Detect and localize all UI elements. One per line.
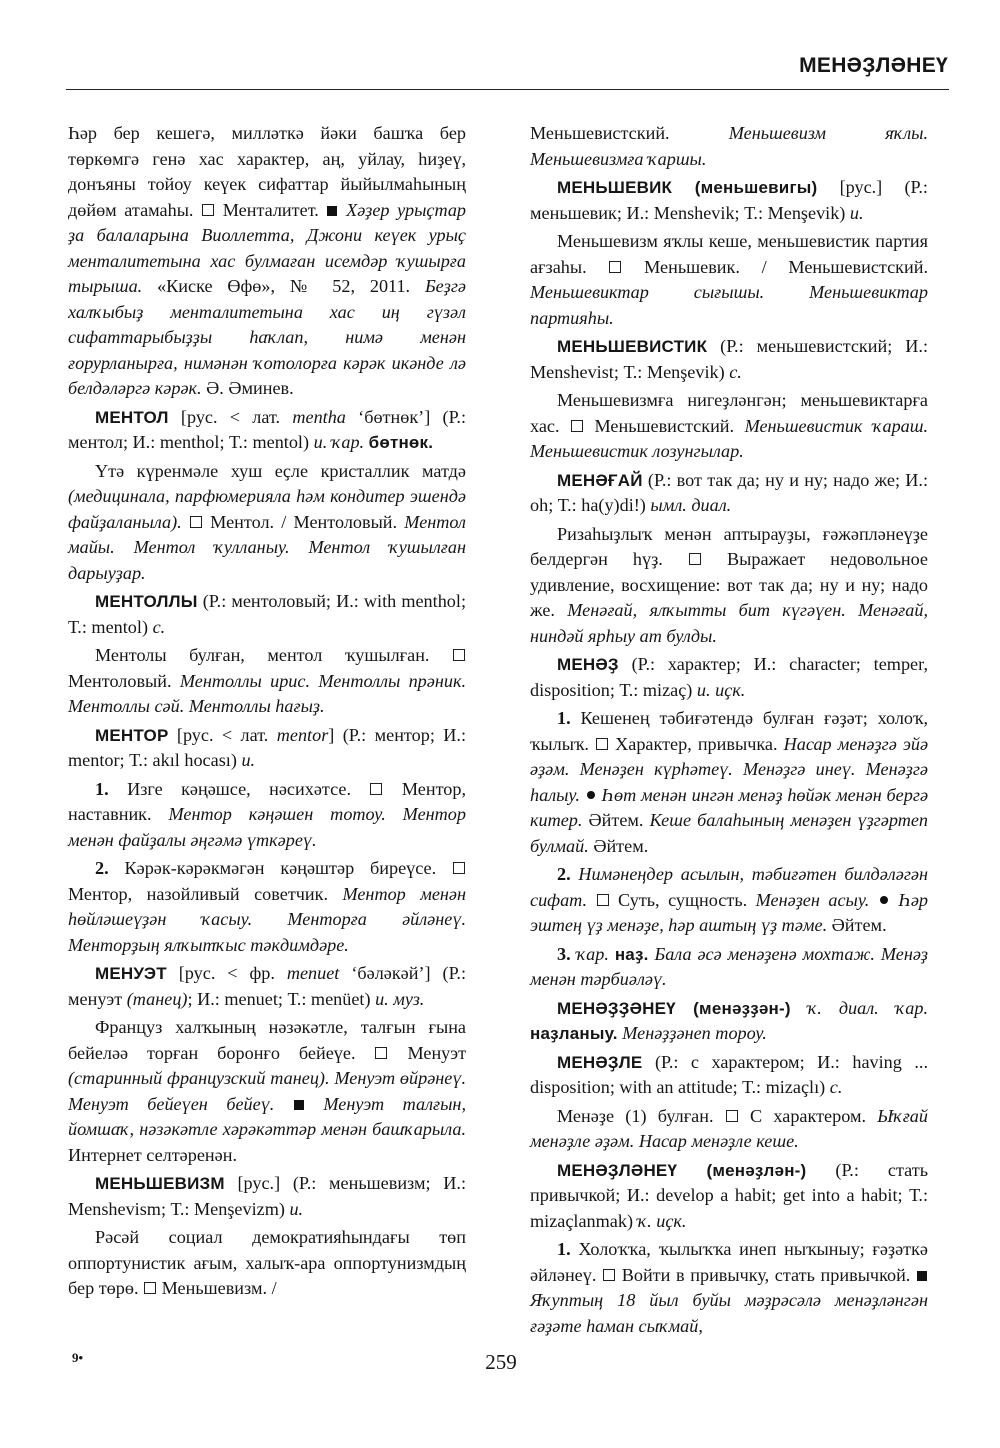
example-text: Беҙгә халҡыбыҙ менталитетына хас иң гүзәл сифаттарыбыҙҙы һаҡлап, нимә менән ғорурланырға, нимәнән ҡотолорға кәрәк икәнде лә белдәләргә кәрәк. [68,276,467,398]
example-text: Ментор менән һөйләшеүҙән ҡасыу. Менторға әйләнеү. Менторҙың ялҡытҡыс тәкдимдәре. [68,883,467,955]
grammar-label: с. [152,616,166,637]
proverb-bullet-icon [587,791,595,799]
russian-equivalent-square-icon [726,1110,738,1122]
headword: МЕНЬШЕВИК (меньшевигы) [557,178,818,197]
russian-equivalent: Меньшевистский. [594,415,735,436]
sense-paragraph [530,1237,928,1339]
entry-menshevistik [530,334,928,385]
sense-paragraph [530,522,928,650]
etymon: mentor [276,724,329,745]
example-text: Яҡуптың 18 йыл буйы мәҙрәсәлә менәҙләнгән ғәҙәте һаман сыҡмай, [530,1290,928,1336]
russian-equivalent-square-icon [453,862,465,874]
definition-note: (медицинала, парфюмерияла һәм кондитер эшендә файҙаланыла). [68,486,466,532]
equivalents: (Р.: ментоловый; И.: with menthol; Т.: mentol) [68,591,467,637]
sense-number: 1. [557,708,571,728]
headword: МЕНӘҘЛЕ [557,1052,643,1072]
sense-paragraph [530,1104,928,1155]
proverb-text: Һөт менән ингән менәҙ һөйәк менән бергә китер. [530,784,929,830]
sense-paragraph [530,229,928,331]
citation-author: Ә. Әминев. [206,378,294,398]
example-text: Насар менәҙгә эйә әҙәм. Менәҙен күрһәтеү. Менәҙгә инеү. Менәҙгә һалыу. [530,733,929,805]
example-text: Менәғай, ялҡытты бит күгәүен. Менәғай, ниндәй ярһыу ат булды. [530,600,929,646]
entry-menagay [530,468,928,519]
sense-number: 2. [557,864,571,884]
headword: МЕНЬШЕВИСТИК [557,337,708,356]
sense-number: 1. [95,778,109,799]
definition-text: Кешенең тәбиғәтендә булған ғәҙәт; холоҡ, ҡылыҡ. [530,708,928,754]
proverb-label: Әйтем. [588,810,644,830]
definition-text: Меньшевизм яҡлы кеше, меньшевистик партия ағзаһы. [530,231,928,277]
definition-text: Нимәнеңдер асылын, тәбиғәтен билдәләгән сифат. [530,864,929,910]
equivalents: ] (Р.: ментор; И.: mentor; Т.: akıl hocası) [68,724,466,770]
headword: МЕНУЭТ [95,964,167,983]
definition-text: Ризаһыҙлыҡ менән аптырауҙы, ғәжәпләнеүҙе белдергән һүҙ. [530,523,928,569]
entry-menazlaneu [530,1158,928,1235]
running-head: МЕНӘҘЛӘНЕҮ [799,54,948,77]
sense-paragraph [530,388,928,465]
definition-text: Холоҡҡа, ҡылыҡҡа инеп ныҡыныу; ғәҙәткә әйләнеү. [530,1239,928,1285]
equivalents: (Р.: меньшевистский; И.: Menshevist; Т.: Menşevik) [530,336,928,382]
entry-paragraph [68,121,466,402]
equivalents: [рус.] (Р.: меньшевизм; И.: Menshevism; Т.: Menşevizm) [68,1173,466,1219]
entry-menshevizm [68,1171,466,1222]
example-text: Хәҙер урыҫтар ҙа балаларына Виоллетта, Джони кеүек урыҫ менталитетына хас булмаған исемдәр ҡушырға тырыша. [68,199,467,296]
entry-menazzaneu [530,996,928,1047]
sense-paragraph [68,856,466,958]
example-text: Ментоллы ирис. Ментоллы прәник. Ментоллы сәй. Ментоллы һағыҙ. [68,670,467,716]
russian-equivalent-square-icon [190,516,202,528]
grammar-label: и. [289,1198,304,1219]
russian-equivalent-square-icon [609,261,621,273]
russian-equivalent: Меньшевистский. [530,123,670,143]
entry-mentol [68,405,466,456]
headword: МЕНӘҘЛӘНЕҮ (менәҙлән-) [557,1160,807,1180]
proverb-label: Әйтем. [593,835,649,856]
grammar-label: ҡ. иҫк. [637,1210,687,1231]
example-text: Ыҡғай менәҙле әҙәм. Насар менәҙле кеше. [530,1105,928,1151]
header-rule [66,89,949,90]
entry-paragraph [530,121,928,172]
definition-text: Менәҙе (1) булған. [557,1105,714,1126]
equivalents: ; И.: menuet; Т.: menüet) [187,988,371,1009]
citation-source: Интернет селтәренән. [68,1144,237,1165]
equivalents: ‘бөтнөк’] (Р.: ментол; И.: menthol; Т.: mentol) [68,406,467,452]
russian-equivalent: Ментоловый. [68,670,172,691]
cross-reference: наҙланыу. [530,1024,618,1043]
grammar-label: и. иҫк. [696,679,746,700]
russian-equivalent-square-icon [689,553,701,565]
sense-number: 2. [95,858,109,878]
sense-paragraph [68,1225,466,1302]
grammar-label: и. [241,750,256,770]
cross-reference: наҙ. [614,944,649,964]
etymology: [рус. < фр. [178,963,275,983]
entry-menazle [530,1050,928,1101]
russian-equivalent-square-icon [144,1282,156,1294]
equivalents: (Р.: стать привычкой; И.: develop a habit; get into a habit; Т.: mizaçlanmak) [530,1159,928,1231]
example-text: Меньшевистик ҡараш. Меньшевистик лозунгылар. [530,415,929,461]
russian-equivalent: Ментор, назойливый советчик. [68,883,329,904]
russian-equivalent: Ментор, наставник. [68,778,467,824]
headword: МЕНТОР [95,725,169,745]
definition-note: (танец) [126,988,188,1009]
russian-equivalent: Меньшевизм. / [161,1278,277,1298]
definition-text: Ментолы булған, ментол ҡушылған. [95,645,430,665]
equivalents: ‘бәләкәй’] (Р.: менуэт [68,963,467,1009]
example-text: Менәҙен асыу. [755,889,870,910]
russian-equivalent-square-icon [202,204,214,216]
citation-source: «Киске Өфө», № 52, 2011. [157,276,411,296]
citation-square-icon [327,206,337,216]
signature-mark: 9• [72,1350,84,1365]
russian-equivalent-square-icon [596,738,608,750]
example-text: Менәҙҙәнеп тороу. [622,1023,767,1043]
citation-square-icon [294,1100,304,1110]
definition-text: Кәрәк-кәрәкмәгән кәңәштәр биреүсе. [124,858,437,878]
etymology: [рус. < лат. [180,406,281,427]
example-text: Меньшевизм яҡлы. Меньшевизмға ҡаршы. [530,123,928,169]
proverb-text: Һәр эштең үҙ менәҙе, һәр аштың үҙ тәме. [530,889,929,935]
russian-equivalent: Менталитет. [222,199,319,220]
sense-paragraph [68,777,466,854]
russian-equivalent: Суть, сущность. [618,889,748,910]
russian-equivalent-square-icon [375,1047,387,1059]
headword: МЕНӘҘҘӘНЕҮ (менәҙҙән-) [557,998,791,1018]
headword: МЕНӘҘ [557,655,619,674]
russian-equivalent: Меньшевик. / Меньшевистский. [644,256,928,277]
equivalents: (Р.: с характером; И.: having ... disposition; with an attitude; Т.: mizaçlı) [530,1051,928,1097]
sense-paragraph [68,1015,466,1168]
equivalents: (Р.: вот так да; ну и ну; надо же; И.: oh; Т.: ha(y)di!) [530,469,929,515]
equivalents: (Р.: характер; И.: character; temper, disposition; Т.: mizaç) [530,654,928,700]
russian-equivalent: Ментол. / Ментоловый. [210,511,398,532]
left-column [68,121,466,1305]
headword: МЕНЬШЕВИЗМ [95,1174,225,1193]
proverb-label: Әйтем. [831,915,887,935]
definition-text: Үтә күренмәле хуш еҫле кристаллик матдә [95,460,466,481]
entry-menuet [68,961,466,1012]
entry-mentor [68,723,466,774]
russian-equivalent-square-icon [597,894,609,906]
citation-square-icon [917,1271,927,1281]
russian-equivalent-square-icon [370,783,382,795]
cross-reference: бөтнөк. [368,433,434,452]
etymon: menuet [286,963,340,983]
definition-text: Рәсәй социал демократияһындағы төп оппортунистик ағым, халыҡ-ара оппортунизмдың бер төрө. [68,1227,466,1298]
grammar-label: и. ҡар. [313,432,365,452]
page-number: 259 [485,1350,517,1374]
proverb-text: Кеше балаһының менәҙен үҙгәртеп булмай. [530,810,929,856]
example-text: Ментор кәңәшен тотоу. Ментор менән файҙалы әңгәмә үткәреү. [68,804,466,850]
proverb-bullet-icon [880,896,888,904]
russian-equivalent: Войти в привычку, стать привычкой. [621,1264,911,1285]
sense-paragraph [530,862,928,939]
russian-equivalent: Характер, привычка. [615,733,778,754]
sense-number: 1. [557,1239,571,1259]
sense-paragraph [530,942,928,993]
russian-equivalent: Выражает недовольное удивление, восхищение: вот так да; ну и ну; надо же. [530,549,928,620]
grammar-label: с. [729,361,742,382]
definition-text: Француз халҡының нәзәкәтле, талғын ғына бейеләә торған боронғо бейеүе. [68,1017,466,1063]
grammar-label: ҡ. диал. ҡар. [807,997,928,1018]
headword: МЕНТОЛЛЫ [95,592,198,611]
etymon: mentha [292,406,346,427]
etymology: [рус. < лат. [176,724,269,745]
equivalents: [рус.] (Р.: меньшевик; И.: Menshevik; Т.: Menşevik) [530,177,928,223]
grammar-label: и. [849,202,864,223]
grammar-label: с. [829,1077,843,1097]
sense-paragraph [68,459,466,587]
sense-paragraph [68,643,466,720]
russian-equivalent-square-icon [571,420,583,432]
sense-number: 3. [557,943,571,964]
entry-menshevik [530,175,928,226]
headword: МЕНТОЛ [95,407,169,427]
example-text: Менуэт өйрәнеү. Менуэт бейеүен бейеү. [68,1068,466,1114]
russian-equivalent-square-icon [603,1269,615,1281]
definition-note: (старинный французский танец). [68,1068,330,1088]
definition-text: Изге кәңәшсе, нәсихәтсе. [127,778,351,799]
definition-text: Һәр бер кешегә, милләткә йәки башҡа бер төркөмгә генә хас характер, аң, уйлау, һиҙеү, донъяны тойоу кеүек сифаттар йыйылмаһының дөйөм атамаһы. [68,123,466,220]
example-text: Меньшевиктар сығышы. Меньшевиктар партияһы. [530,282,928,328]
grammar-label: ымл. диал. [650,495,732,515]
right-column [530,121,928,1342]
sense-paragraph [530,706,928,859]
entry-menaz [530,652,928,703]
grammar-label: ҡар. [576,943,609,964]
russian-equivalent: С характером. [750,1105,866,1126]
example-text: Менуэт талғын, йомшаҡ, нәзәкәтле хәрәкәттәр менән башҡарыла. [68,1093,466,1139]
entry-mentolly [68,589,466,640]
example-text: Бала әсә менәҙенә мохтаж. Менәҙ менән тәрбиәләү. [530,943,929,989]
headword: МЕНӘҒАЙ [557,470,643,490]
russian-equivalent: Менуэт [407,1042,467,1063]
definition-text: Меньшевизмға нигеҙләнгән; меньшевиктарға хас. [530,390,928,436]
russian-equivalent-square-icon [453,649,465,661]
grammar-label: и. муз. [375,988,425,1009]
example-text: Ментол майы. Ментол ҡулланыу. Ментол ҡушылған дарыуҙар. [68,511,466,583]
